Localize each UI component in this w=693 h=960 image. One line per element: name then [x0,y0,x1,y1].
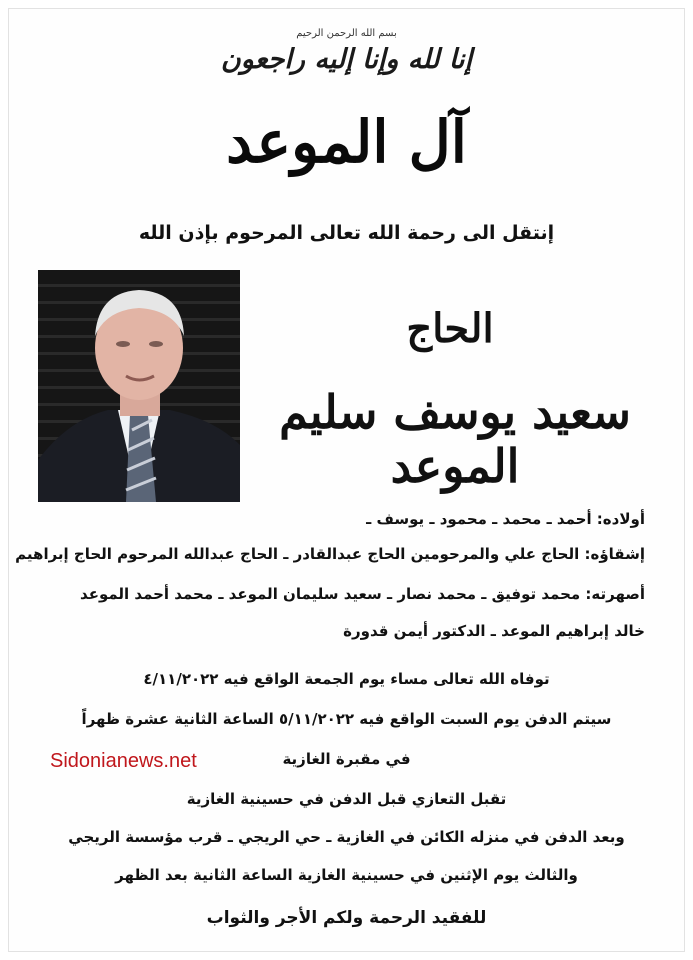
sons-line: أولاده: أحمد ـ محمد ـ محمود ـ يوسف ـ [366,510,645,528]
deceased-name: سعيد يوسف سليم الموعد [279,385,631,493]
third-day-line: والثالث يوم الإثنين في حسينية الغازية الساعة الثانية بعد الظهر [115,866,578,884]
deceased-photo [38,270,240,502]
closing-line: للفقيد الرحمة ولكم الأجر والثواب [206,908,487,928]
burial-line: سيتم الدفن يوم السبت الواقع فيه ٥/١١/٢٠٢٢ الساعة الثانية عشرة ظهراً [81,710,612,728]
deceased-title: الحاج [406,305,494,352]
brothers-line: إشقاؤه: الحاج علي والمرحومين الحاج عبدالقادر ـ الحاج عبدالله المرحوم الحاج إبراهيم [15,545,645,563]
bismillah: بسم الله الرحمن الرحيم [296,28,397,39]
inlaws-line-2: خالد إبراهيم الموعد ـ الدكتور أيمن قدورة [343,622,645,640]
condolence-after-line: وبعد الدفن في منزله الكائن في الغازية ـ حي الريجي ـ قرب مؤسسة الريجي [68,828,625,846]
inlaws-line-1: أصهرته: محمد توفيق ـ محمد نصار ـ سعيد سليمان الموعد ـ محمد أحمد الموعد [80,585,645,603]
watermark-text: Sidonianews.net [50,750,197,772]
condolence-before-line: تقبل التعازي قبل الدفن في حسينية الغازية [186,790,507,808]
intro-line: إنتقل الى رحمة الله تعالى المرحوم بإذن الله [138,222,555,244]
family-name: آل الموعد [226,108,467,176]
quran-verse: إنا لله وإنا إليه راجعون [220,44,473,75]
cemetery-line: في مقبرة الغازية [282,750,411,768]
death-line: توفاه الله تعالى مساء يوم الجمعة الواقع فيه ٤/١١/٢٠٢٢ [143,670,550,688]
